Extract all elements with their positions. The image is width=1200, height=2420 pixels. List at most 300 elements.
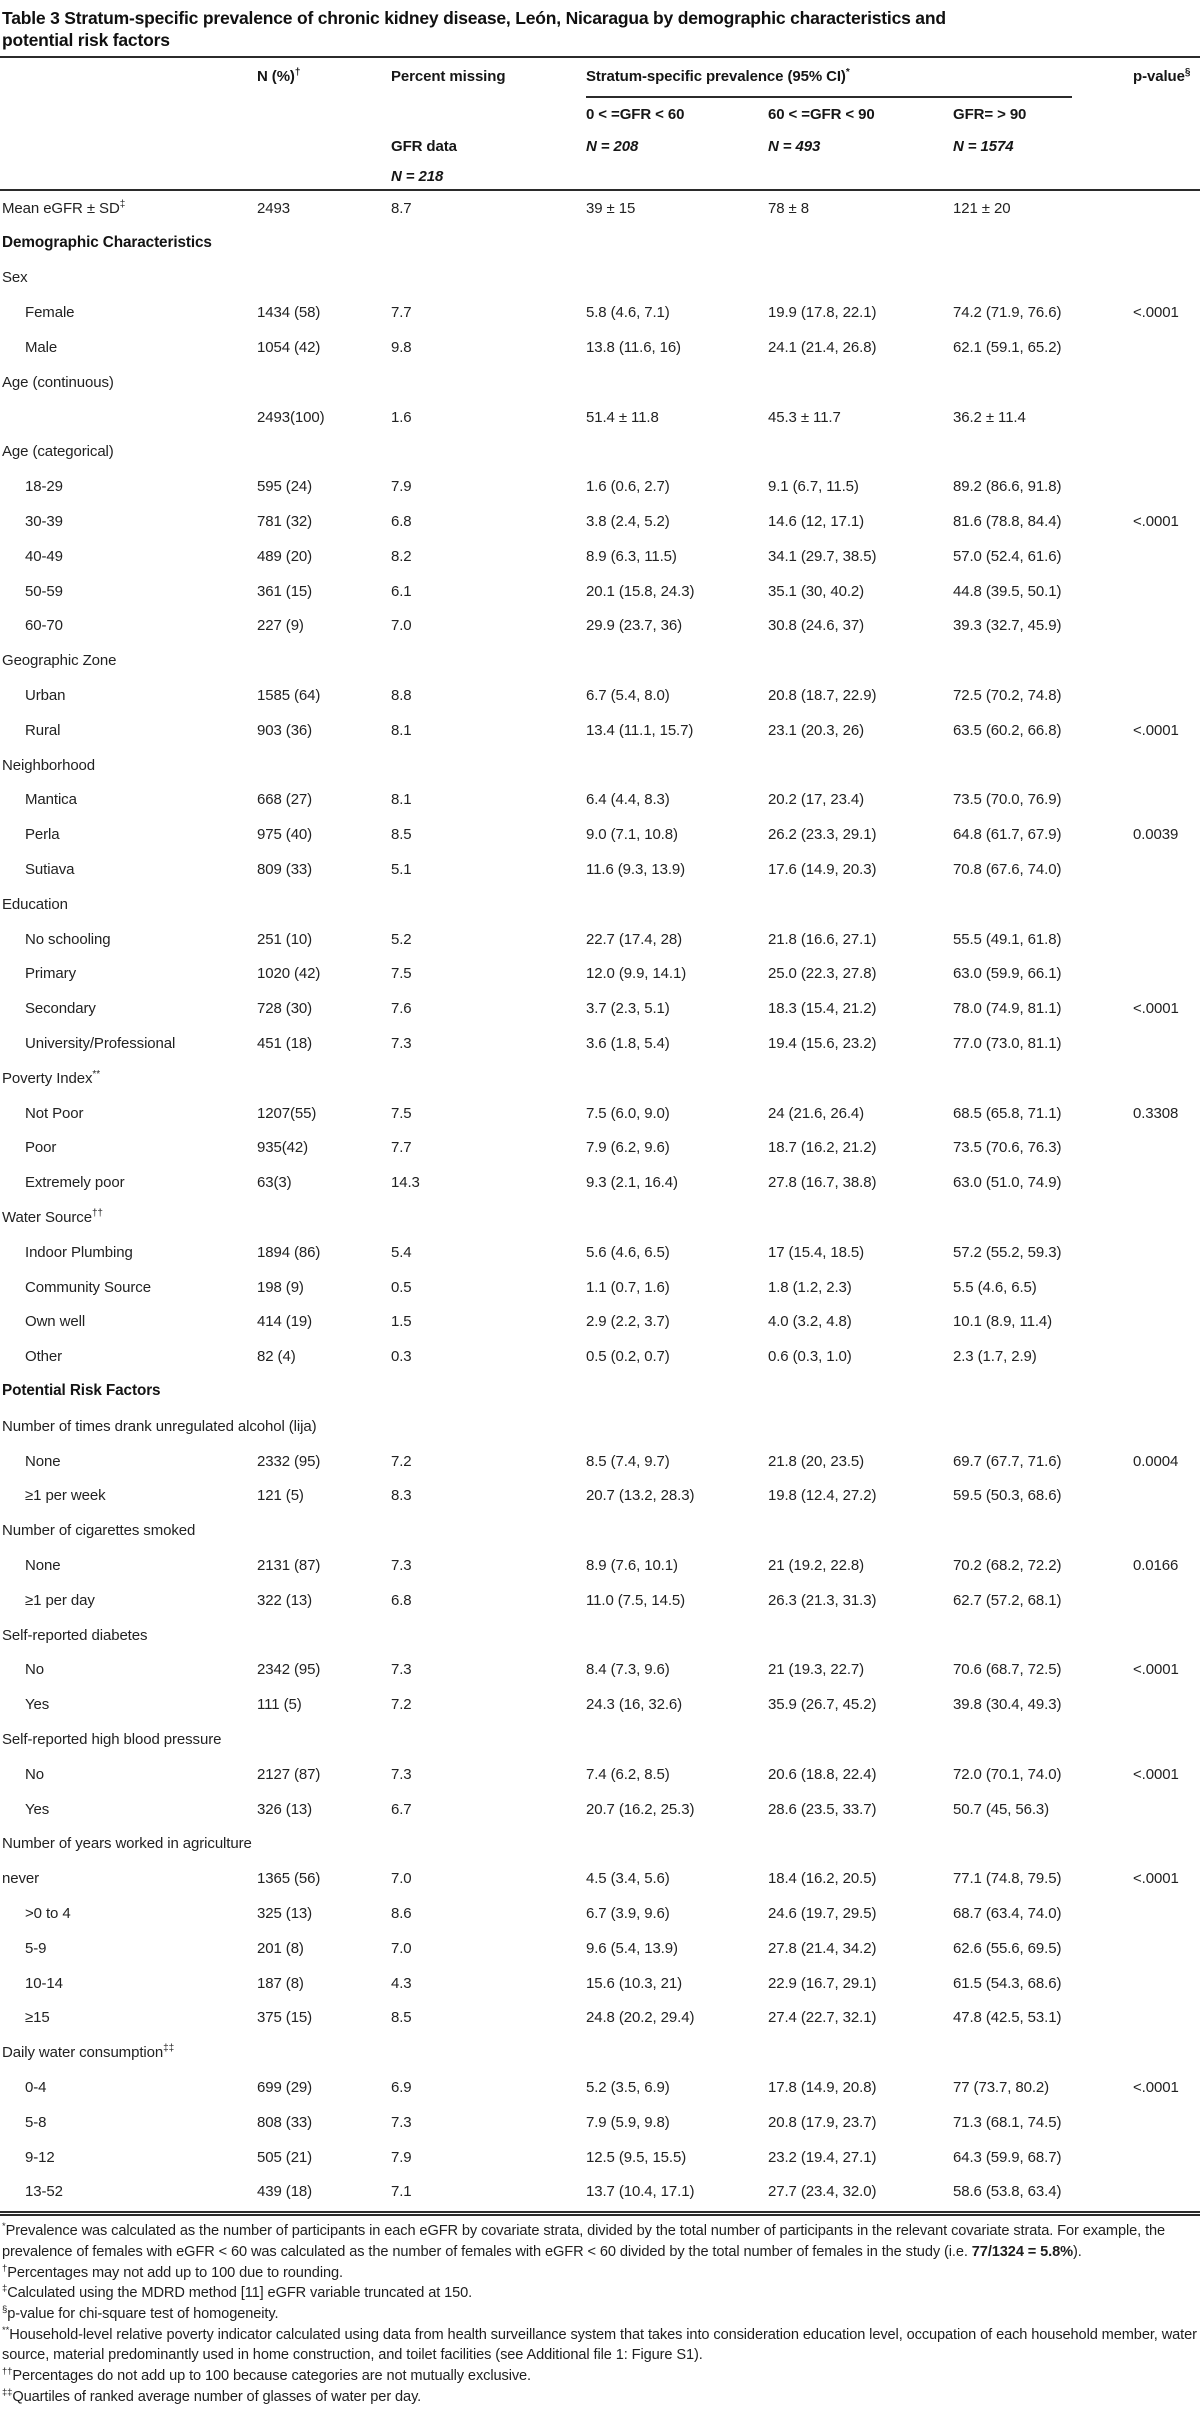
cell-gfr-60-90: 24.1 (21.4, 26.8) xyxy=(768,339,877,357)
cell-gfr-60-90: 23.1 (20.3, 26) xyxy=(768,721,865,739)
table-row xyxy=(0,1165,1200,1200)
cell-pvalue: <.0001 xyxy=(1133,1870,1179,1888)
table-row xyxy=(0,574,1200,609)
cell-gfr-gt90: 70.2 (68.2, 72.2) xyxy=(953,1556,1062,1574)
cell-gfr-60-90: 24.6 (19.7, 29.5) xyxy=(768,1904,877,1922)
footnote: †Percentages may not add up to 100 due to rounding. xyxy=(2,2262,343,2281)
cell-gfr-gt90: 77 (73.7, 80.2) xyxy=(953,2078,1050,2096)
cell-n: 63(3) xyxy=(257,1174,292,1192)
row-label: 9-12 xyxy=(25,2148,55,2166)
cell-missing: 7.3 xyxy=(391,1765,412,1783)
group-row xyxy=(0,1826,1200,1861)
cell-n: 439 (18) xyxy=(257,2183,313,2201)
cell-n: 82 (4) xyxy=(257,1348,296,1366)
cell-gfr-60-90: 1.8 (1.2, 2.3) xyxy=(768,1278,852,1296)
row-label: Daily water consumption‡‡ xyxy=(2,2043,175,2062)
cell-gfr-lt60: 0.5 (0.2, 0.7) xyxy=(586,1348,670,1366)
table-row xyxy=(0,1096,1200,1131)
cell-n: 121 (5) xyxy=(257,1487,304,1505)
row-label: Poor xyxy=(25,1139,57,1157)
cell-gfr-gt90: 64.8 (61.7, 67.9) xyxy=(953,826,1062,844)
table-row xyxy=(0,1478,1200,1513)
cell-gfr-gt90: 71.3 (68.1, 74.5) xyxy=(953,2113,1062,2131)
section-marker: § xyxy=(1184,67,1191,78)
cell-pvalue: <.0001 xyxy=(1133,2078,1179,2096)
strata-underline xyxy=(586,96,1072,98)
cell-gfr-gt90: 72.0 (70.1, 74.0) xyxy=(953,1765,1062,1783)
cell-gfr-lt60: 12.0 (9.9, 14.1) xyxy=(586,965,687,983)
group-row xyxy=(0,261,1200,296)
cell-gfr-60-90: 23.2 (19.4, 27.1) xyxy=(768,2148,877,2166)
cell-n: 187 (8) xyxy=(257,1974,304,1992)
cell-gfr-gt90: 64.3 (59.9, 68.7) xyxy=(953,2148,1062,2166)
cell-n: 2493(100) xyxy=(257,408,325,426)
cell-n: 935(42) xyxy=(257,1139,309,1157)
cell-pvalue: <.0001 xyxy=(1133,513,1179,531)
cell-missing: 7.7 xyxy=(391,1139,412,1157)
row-label: Rural xyxy=(25,721,61,739)
row-label: ≥15 xyxy=(25,2009,50,2027)
cell-gfr-gt90: 68.7 (63.4, 74.0) xyxy=(953,1904,1062,1922)
cell-gfr-60-90: 18.3 (15.4, 21.2) xyxy=(768,1000,877,1018)
cell-gfr-lt60: 29.9 (23.7, 36) xyxy=(586,617,683,635)
cell-n: 325 (13) xyxy=(257,1904,313,1922)
cell-missing: 8.3 xyxy=(391,1487,412,1505)
gfr-data-label: GFR data xyxy=(391,138,457,155)
footnote: §p-value for chi-square test of homogeneity. xyxy=(2,2304,279,2323)
cell-n: 414 (19) xyxy=(257,1313,313,1331)
cell-gfr-60-90: 27.4 (22.7, 32.1) xyxy=(768,2009,877,2027)
row-label: Neighborhood xyxy=(2,756,96,774)
group-row xyxy=(0,365,1200,400)
cell-n: 668 (27) xyxy=(257,791,313,809)
row-label: Indoor Plumbing xyxy=(25,1243,133,1261)
column-header-percent-missing: Percent missing xyxy=(391,68,506,85)
cell-gfr-60-90: 27.8 (21.4, 34.2) xyxy=(768,1939,877,1957)
asterisk-marker: * xyxy=(845,67,850,78)
cell-gfr-60-90: 22.9 (16.7, 29.1) xyxy=(768,1974,877,1992)
cell-gfr-60-90: 25.0 (22.3, 27.8) xyxy=(768,965,877,983)
table-row xyxy=(0,2105,1200,2140)
cell-gfr-60-90: 4.0 (3.2, 4.8) xyxy=(768,1313,852,1331)
cell-missing: 7.3 xyxy=(391,1556,412,1574)
stratum-n-gt90: N = 1574 xyxy=(953,138,1014,155)
table-row xyxy=(0,1931,1200,1966)
group-row xyxy=(0,748,1200,783)
row-label: Education xyxy=(2,895,68,913)
cell-gfr-lt60: 24.8 (20.2, 29.4) xyxy=(586,2009,695,2027)
cell-n: 1434 (58) xyxy=(257,304,321,322)
footnote-marker: ** xyxy=(2,2324,10,2336)
row-label: Yes xyxy=(25,1696,50,1714)
row-label: never xyxy=(2,1870,40,1888)
cell-n: 903 (36) xyxy=(257,721,313,739)
group-row xyxy=(0,1618,1200,1653)
row-label: 13-52 xyxy=(25,2183,63,2201)
cell-gfr-gt90: 69.7 (67.7, 71.6) xyxy=(953,1452,1062,1470)
row-label: 0-4 xyxy=(25,2078,47,2096)
row-label: No xyxy=(25,1661,44,1679)
cell-gfr-gt90: 39.3 (32.7, 45.9) xyxy=(953,617,1062,635)
cell-pvalue: <.0001 xyxy=(1133,1000,1179,1018)
cell-gfr-lt60: 1.6 (0.6, 2.7) xyxy=(586,478,670,496)
footnote-marker: ‡ xyxy=(2,2283,8,2295)
row-label: Other xyxy=(25,1348,63,1366)
cell-gfr-60-90: 21.8 (20, 23.5) xyxy=(768,1452,865,1470)
cell-gfr-gt90: 44.8 (39.5, 50.1) xyxy=(953,582,1062,600)
group-row xyxy=(0,643,1200,678)
group-row xyxy=(0,2035,1200,2070)
row-label: Yes xyxy=(25,1800,50,1818)
row-label: No xyxy=(25,1765,44,1783)
cell-gfr-gt90: 36.2 ± 11.4 xyxy=(953,408,1026,426)
row-label: ≥1 per day xyxy=(25,1591,95,1609)
cell-pvalue: <.0001 xyxy=(1133,1661,1179,1679)
cell-missing: 7.3 xyxy=(391,1661,412,1679)
table-row xyxy=(0,1339,1200,1374)
cell-missing: 7.7 xyxy=(391,304,412,322)
cell-gfr-60-90: 26.2 (23.3, 29.1) xyxy=(768,826,877,844)
table-row xyxy=(0,504,1200,539)
cell-missing: 6.8 xyxy=(391,1591,412,1609)
cell-gfr-60-90: 20.2 (17, 23.4) xyxy=(768,791,865,809)
stratum-range-gt90: GFR= > 90 xyxy=(953,106,1027,123)
table-row xyxy=(0,1896,1200,1931)
gfr-data-n: N = 218 xyxy=(391,168,444,185)
cell-missing: 5.4 xyxy=(391,1243,412,1261)
cell-missing: 7.0 xyxy=(391,1870,412,1888)
cell-gfr-gt90: 62.7 (57.2, 68.1) xyxy=(953,1591,1062,1609)
table-row xyxy=(0,609,1200,644)
table-row xyxy=(0,713,1200,748)
table-row xyxy=(0,191,1200,226)
cell-gfr-lt60: 9.3 (2.1, 16.4) xyxy=(586,1174,678,1192)
cell-n: 595 (24) xyxy=(257,478,313,496)
cell-missing: 8.7 xyxy=(391,199,412,217)
cell-gfr-lt60: 11.0 (7.5, 14.5) xyxy=(586,1591,686,1609)
cell-gfr-gt90: 73.5 (70.0, 76.9) xyxy=(953,791,1062,809)
cell-gfr-lt60: 8.5 (7.4, 9.7) xyxy=(586,1452,670,1470)
cell-n: 1585 (64) xyxy=(257,687,321,705)
group-row xyxy=(0,1200,1200,1235)
cell-gfr-gt90: 72.5 (70.2, 74.8) xyxy=(953,687,1062,705)
cell-gfr-lt60: 20.1 (15.8, 24.3) xyxy=(586,582,695,600)
table-row xyxy=(0,1305,1200,1340)
cell-n: 2131 (87) xyxy=(257,1556,321,1574)
cell-gfr-lt60: 11.6 (9.3, 13.9) xyxy=(586,861,686,879)
cell-gfr-lt60: 8.4 (7.3, 9.6) xyxy=(586,1661,670,1679)
footnote-marker: * xyxy=(2,2221,6,2233)
table-title-line1: Table 3 Stratum-specific prevalence of chronic kidney disease, León, Nicaragua by demographic characteristics and xyxy=(2,8,946,28)
cell-gfr-lt60: 6.7 (5.4, 8.0) xyxy=(586,687,670,705)
cell-missing: 7.5 xyxy=(391,1104,412,1122)
row-label: 40-49 xyxy=(25,547,63,565)
cell-gfr-60-90: 18.7 (16.2, 21.2) xyxy=(768,1139,877,1157)
cell-gfr-gt90: 121 ± 20 xyxy=(953,199,1011,217)
cell-gfr-gt90: 73.5 (70.6, 76.3) xyxy=(953,1139,1062,1157)
cell-gfr-60-90: 28.6 (23.5, 33.7) xyxy=(768,1800,877,1818)
row-label: 50-59 xyxy=(25,582,63,600)
cell-n: 1054 (42) xyxy=(257,339,321,357)
cell-gfr-60-90: 14.6 (12, 17.1) xyxy=(768,513,865,531)
cell-missing: 0.3 xyxy=(391,1348,412,1366)
row-label: Own well xyxy=(25,1313,86,1331)
cell-missing: 6.9 xyxy=(391,2078,412,2096)
cell-gfr-60-90: 45.3 ± 11.7 xyxy=(768,408,841,426)
cell-gfr-lt60: 39 ± 15 xyxy=(586,199,636,217)
cell-missing: 7.6 xyxy=(391,1000,412,1018)
row-label: Sutiava xyxy=(25,861,75,879)
cell-gfr-60-90: 34.1 (29.7, 38.5) xyxy=(768,547,877,565)
cell-gfr-gt90: 57.0 (52.4, 61.6) xyxy=(953,547,1062,565)
cell-gfr-gt90: 89.2 (86.6, 91.8) xyxy=(953,478,1062,496)
table-row xyxy=(0,1687,1200,1722)
cell-missing: 8.1 xyxy=(391,791,412,809)
cell-n: 2493 xyxy=(257,199,290,217)
cell-missing: 8.5 xyxy=(391,2009,412,2027)
cell-gfr-gt90: 62.1 (59.1, 65.2) xyxy=(953,339,1062,357)
cell-gfr-gt90: 62.6 (55.6, 69.5) xyxy=(953,1939,1062,1957)
cell-n: 809 (33) xyxy=(257,861,313,879)
row-label: No schooling xyxy=(25,930,111,948)
cell-gfr-gt90: 50.7 (45, 56.3) xyxy=(953,1800,1050,1818)
dagger-marker: † xyxy=(294,67,301,78)
cell-gfr-lt60: 24.3 (16, 32.6) xyxy=(586,1696,683,1714)
cell-gfr-gt90: 70.8 (67.6, 74.0) xyxy=(953,861,1062,879)
cell-n: 198 (9) xyxy=(257,1278,304,1296)
table-row xyxy=(0,1792,1200,1827)
cell-gfr-lt60: 15.6 (10.3, 21) xyxy=(586,1974,683,1992)
cell-gfr-lt60: 7.5 (6.0, 9.0) xyxy=(586,1104,670,1122)
cell-gfr-lt60: 22.7 (17.4, 28) xyxy=(586,930,683,948)
cell-gfr-60-90: 18.4 (16.2, 20.5) xyxy=(768,1870,877,1888)
cell-missing: 7.2 xyxy=(391,1696,412,1714)
cell-n: 1020 (42) xyxy=(257,965,321,983)
column-header-strata: Stratum-specific prevalence (95% CI)* xyxy=(586,67,850,85)
table-row xyxy=(0,1652,1200,1687)
row-label: None xyxy=(25,1452,61,1470)
cell-n: 975 (40) xyxy=(257,826,313,844)
cell-gfr-60-90: 21 (19.2, 22.8) xyxy=(768,1556,865,1574)
row-label: Potential Risk Factors xyxy=(2,1382,161,1400)
group-row xyxy=(0,1061,1200,1096)
table-row xyxy=(0,295,1200,330)
row-label: University/Professional xyxy=(25,1035,176,1053)
cell-gfr-lt60: 9.0 (7.1, 10.8) xyxy=(586,826,678,844)
cell-gfr-60-90: 19.8 (12.4, 27.2) xyxy=(768,1487,877,1505)
footnote: *Prevalence was calculated as the number of participants in each eGFR by covariate strata, divided by the total number of participants in the relevant covariate strata. For example, the prevalence of females with eGFR < 60 was calculated as the number of females with eGFR < 60 divided by the total number of females in the study (i.e. 77/1324 = 5.8%). xyxy=(2,2221,1166,2260)
cell-gfr-gt90: 77.1 (74.8, 79.5) xyxy=(953,1870,1062,1888)
cell-gfr-60-90: 17.6 (14.9, 20.3) xyxy=(768,861,877,879)
row-label: Extremely poor xyxy=(25,1174,125,1192)
cell-pvalue: 0.0166 xyxy=(1133,1556,1179,1574)
table-header xyxy=(0,56,1200,191)
table-row xyxy=(0,922,1200,957)
row-label: Geographic Zone xyxy=(2,652,117,670)
cell-gfr-lt60: 7.4 (6.2, 8.5) xyxy=(586,1765,670,1783)
cell-missing: 8.2 xyxy=(391,547,412,565)
cell-gfr-lt60: 3.6 (1.8, 5.4) xyxy=(586,1035,670,1053)
cell-missing: 4.3 xyxy=(391,1974,412,1992)
section-row xyxy=(0,1374,1200,1409)
row-label: Urban xyxy=(25,687,66,705)
cell-gfr-lt60: 5.2 (3.5, 6.9) xyxy=(586,2078,670,2096)
row-label: Self-reported high blood pressure xyxy=(2,1730,222,1748)
cell-missing: 7.0 xyxy=(391,617,412,635)
row-label: Number of years worked in agriculture xyxy=(2,1835,252,1853)
cell-gfr-gt90: 81.6 (78.8, 84.4) xyxy=(953,513,1062,531)
cell-missing: 7.3 xyxy=(391,1035,412,1053)
group-row xyxy=(0,1409,1200,1444)
cell-n: 227 (9) xyxy=(257,617,304,635)
table-row xyxy=(0,2000,1200,2035)
cell-n: 781 (32) xyxy=(257,513,313,531)
cell-gfr-gt90: 68.5 (65.8, 71.1) xyxy=(953,1104,1062,1122)
cell-gfr-60-90: 19.4 (15.6, 23.2) xyxy=(768,1035,877,1053)
cell-gfr-gt90: 63.0 (51.0, 74.9) xyxy=(953,1174,1062,1192)
cell-gfr-60-90: 27.7 (23.4, 32.0) xyxy=(768,2183,877,2201)
cell-missing: 7.2 xyxy=(391,1452,412,1470)
table-row xyxy=(0,957,1200,992)
cell-gfr-60-90: 17.8 (14.9, 20.8) xyxy=(768,2078,877,2096)
cell-n: 2332 (95) xyxy=(257,1452,321,1470)
footnotes xyxy=(0,2216,1200,2407)
row-label: Community Source xyxy=(25,1278,151,1296)
cell-n: 361 (15) xyxy=(257,582,313,600)
cell-gfr-gt90: 2.3 (1.7, 2.9) xyxy=(953,1348,1037,1366)
group-row xyxy=(0,1513,1200,1548)
cell-gfr-60-90: 0.6 (0.3, 1.0) xyxy=(768,1348,852,1366)
row-label: Female xyxy=(25,304,75,322)
cell-gfr-gt90: 57.2 (55.2, 59.3) xyxy=(953,1243,1062,1261)
footnote: ‡‡Quartiles of ranked average number of glasses of water per day. xyxy=(2,2386,422,2405)
cell-gfr-lt60: 3.7 (2.3, 5.1) xyxy=(586,1000,670,1018)
row-label: Number of times drank unregulated alcohol (lija) xyxy=(2,1417,317,1435)
footnote: **Household-level relative poverty indicator calculated using data from health surveillance system that takes into consideration education level, occupation of each household member, water source, material predominantly used in home construction, and toilet facilities (see Additional file 1: Figure S1). xyxy=(2,2324,1197,2364)
cell-n: 375 (15) xyxy=(257,2009,313,2027)
cell-missing: 5.1 xyxy=(391,861,412,879)
cell-gfr-lt60: 8.9 (7.6, 10.1) xyxy=(586,1556,678,1574)
cell-missing: 0.5 xyxy=(391,1278,412,1296)
row-label: Water Source†† xyxy=(2,1208,103,1226)
cell-gfr-gt90: 58.6 (53.8, 63.4) xyxy=(953,2183,1062,2201)
cell-missing: 6.8 xyxy=(391,513,412,531)
cell-gfr-60-90: 78 ± 8 xyxy=(768,199,809,217)
row-label: 60-70 xyxy=(25,617,63,635)
cell-gfr-60-90: 24 (21.6, 26.4) xyxy=(768,1104,865,1122)
stratum-range-lt60: 0 < =GFR < 60 xyxy=(586,106,685,123)
cell-n: 251 (10) xyxy=(257,930,313,948)
cell-gfr-gt90: 61.5 (54.3, 68.6) xyxy=(953,1974,1062,1992)
table-row xyxy=(0,852,1200,887)
cell-gfr-gt90: 39.8 (30.4, 49.3) xyxy=(953,1696,1062,1714)
cell-missing: 6.1 xyxy=(391,582,412,600)
cell-gfr-gt90: 63.5 (60.2, 66.8) xyxy=(953,721,1062,739)
table-row xyxy=(0,1861,1200,1896)
row-label: Self-reported diabetes xyxy=(2,1626,148,1644)
cell-gfr-lt60: 5.6 (4.6, 6.5) xyxy=(586,1243,670,1261)
cell-gfr-lt60: 9.6 (5.4, 13.9) xyxy=(586,1939,678,1957)
cell-missing: 5.2 xyxy=(391,930,412,948)
cell-gfr-60-90: 19.9 (17.8, 22.1) xyxy=(768,304,877,322)
footnote-marker: †† xyxy=(2,2366,13,2378)
table-row xyxy=(0,2070,1200,2105)
row-label: Age (categorical) xyxy=(2,443,114,461)
cell-gfr-gt90: 70.6 (68.7, 72.5) xyxy=(953,1661,1062,1679)
cell-missing: 6.7 xyxy=(391,1800,412,1818)
row-label: Demographic Characteristics xyxy=(2,234,212,252)
cell-gfr-60-90: 21 (19.3, 22.7) xyxy=(768,1661,865,1679)
cell-gfr-60-90: 20.8 (17.9, 23.7) xyxy=(768,2113,877,2131)
table-body xyxy=(0,191,1200,2209)
cell-gfr-lt60: 20.7 (16.2, 25.3) xyxy=(586,1800,695,1818)
cell-missing: 7.9 xyxy=(391,2148,412,2166)
cell-gfr-gt90: 5.5 (4.6, 6.5) xyxy=(953,1278,1037,1296)
row-label: Poverty Index** xyxy=(2,1068,101,1087)
row-label: Mean eGFR ± SD‡ xyxy=(2,198,126,217)
cell-gfr-lt60: 13.4 (11.1, 15.7) xyxy=(586,721,694,739)
cell-gfr-gt90: 47.8 (42.5, 53.1) xyxy=(953,2009,1062,2027)
cell-missing: 8.1 xyxy=(391,721,412,739)
footnote: ††Percentages do not add up to 100 because categories are not mutually exclusive. xyxy=(2,2366,531,2385)
cell-missing: 7.0 xyxy=(391,1939,412,1957)
cell-missing: 9.8 xyxy=(391,339,412,357)
cell-gfr-gt90: 55.5 (49.1, 61.8) xyxy=(953,930,1062,948)
cell-gfr-gt90: 63.0 (59.9, 66.1) xyxy=(953,965,1062,983)
cell-gfr-60-90: 17 (15.4, 18.5) xyxy=(768,1243,865,1261)
table-row xyxy=(0,1131,1200,1166)
row-label: Male xyxy=(25,339,58,357)
section-row xyxy=(0,226,1200,261)
cell-n: 451 (18) xyxy=(257,1035,313,1053)
cell-n: 322 (13) xyxy=(257,1591,313,1609)
cell-gfr-gt90: 78.0 (74.9, 81.1) xyxy=(953,1000,1062,1018)
cell-gfr-lt60: 6.4 (4.4, 8.3) xyxy=(586,791,670,809)
table-row xyxy=(0,678,1200,713)
cell-gfr-lt60: 12.5 (9.5, 15.5) xyxy=(586,2148,687,2166)
cell-n: 2342 (95) xyxy=(257,1661,321,1679)
cell-missing: 7.5 xyxy=(391,965,412,983)
table-row xyxy=(0,330,1200,365)
cell-missing: 8.5 xyxy=(391,826,412,844)
cell-gfr-lt60: 13.7 (10.4, 17.1) xyxy=(586,2183,695,2201)
cell-n: 201 (8) xyxy=(257,1939,304,1957)
group-row xyxy=(0,1722,1200,1757)
row-label: 5-9 xyxy=(25,1939,47,1957)
cell-gfr-lt60: 20.7 (13.2, 28.3) xyxy=(586,1487,695,1505)
cell-n: 1894 (86) xyxy=(257,1243,321,1261)
cell-missing: 7.3 xyxy=(391,2113,412,2131)
cell-gfr-60-90: 21.8 (16.6, 27.1) xyxy=(768,930,877,948)
cell-gfr-60-90: 35.1 (30, 40.2) xyxy=(768,582,865,600)
cell-gfr-lt60: 3.8 (2.4, 5.2) xyxy=(586,513,670,531)
row-label: Perla xyxy=(25,826,60,844)
row-label: Secondary xyxy=(25,1000,96,1018)
cell-n: 111 (5) xyxy=(257,1696,302,1714)
table-row xyxy=(0,783,1200,818)
cell-missing: 7.1 xyxy=(391,2183,412,2201)
cell-missing: 1.5 xyxy=(391,1313,412,1331)
cell-pvalue: <.0001 xyxy=(1133,304,1179,322)
row-label: Number of cigarettes smoked xyxy=(2,1522,196,1540)
footnote-marker: § xyxy=(2,2304,8,2316)
cell-n: 1365 (56) xyxy=(257,1870,321,1888)
stratum-n-lt60: N = 208 xyxy=(586,138,639,155)
row-label: Mantica xyxy=(25,791,77,809)
cell-gfr-60-90: 20.8 (18.7, 22.9) xyxy=(768,687,877,705)
cell-n: 326 (13) xyxy=(257,1800,313,1818)
cell-gfr-60-90: 26.3 (21.3, 31.3) xyxy=(768,1591,877,1609)
